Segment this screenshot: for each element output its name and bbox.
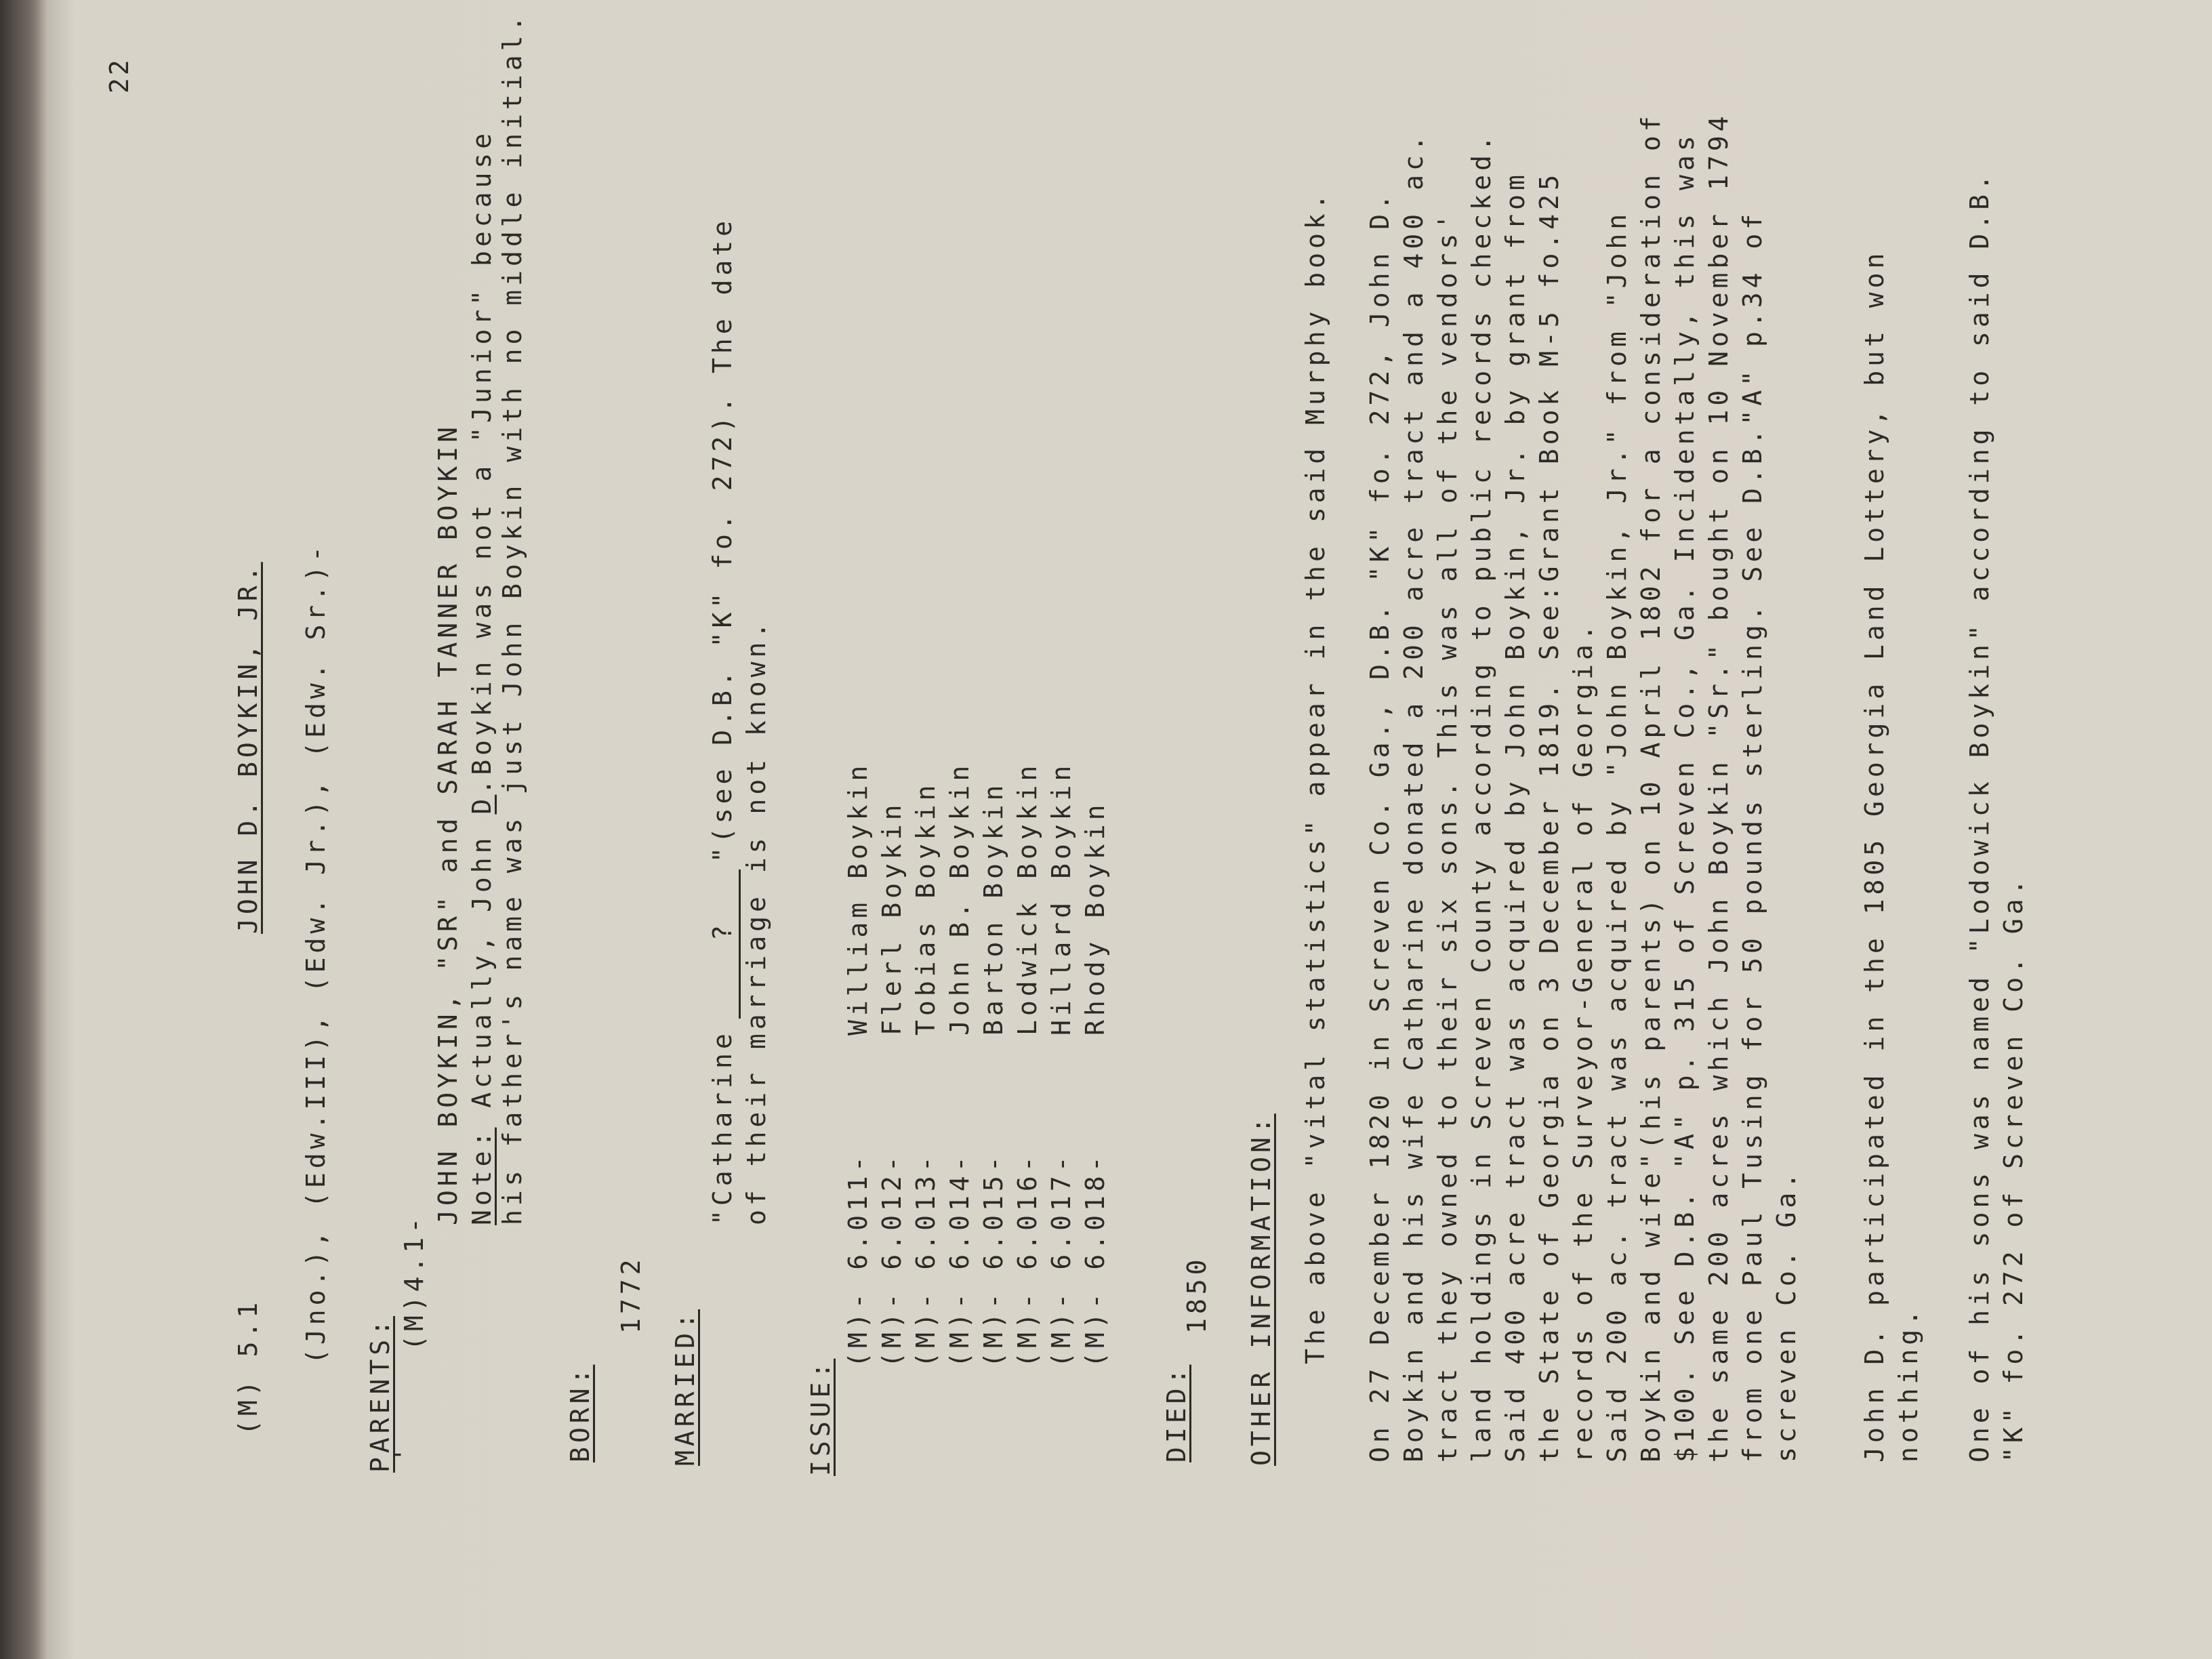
married-line2: of their marriage is not known. bbox=[741, 618, 771, 1225]
other-info-text: from one Paul Tusing for 50 pounds sterling. See D.B."A" p.34 of bbox=[1738, 209, 1767, 1462]
note-text-2: .Boykin was not a "Junior" because bbox=[467, 129, 497, 795]
issue-label: ISSUE: bbox=[806, 1358, 836, 1476]
other-info-text: the State of Georgia on 3 December 1819. See:Grant Book M-5 fo.425 bbox=[1534, 171, 1564, 1462]
other-info-text: tract they owned to their six sons. This was all of the vendors' bbox=[1433, 209, 1462, 1462]
other-info-text: records of the Surveyor-General of Georgia. bbox=[1568, 621, 1598, 1462]
parents-note-line2: his father's name was just John Boykin with no middle initial. bbox=[497, 12, 527, 1225]
died-label: DIED: bbox=[1162, 1364, 1191, 1462]
born-value: 1772 bbox=[616, 1255, 646, 1334]
issue-ref: (M)- 6.016- bbox=[1012, 1152, 1042, 1368]
born-label: BORN: bbox=[565, 1364, 595, 1462]
issue-ref: (M)- 6.018- bbox=[1080, 1152, 1110, 1368]
issue-name: Barton Boykin bbox=[979, 781, 1008, 1036]
issue-ref: (M)- 6.013- bbox=[911, 1152, 941, 1368]
other-info-text: screven Co. Ga. bbox=[1771, 1168, 1801, 1462]
note-label: Note: bbox=[467, 1127, 497, 1225]
issue-name: Hillard Boykin bbox=[1046, 761, 1076, 1036]
issue-ref: (M)- 6.014- bbox=[945, 1152, 975, 1368]
issue-name: Lodwick Boykin bbox=[1012, 761, 1042, 1036]
married-blank-mark: ? bbox=[708, 921, 737, 941]
entry-code: (M) 5.1 bbox=[233, 1298, 263, 1435]
issue-ref: (M)- 6.012- bbox=[877, 1152, 907, 1368]
other-info-text: Said 200 ac. tract was acquired by "John Boykin, Jr." from "John bbox=[1602, 209, 1632, 1462]
other-info-text: Boykin and his wife Catharine donated a 200 acre tract and a 400 ac. bbox=[1399, 131, 1429, 1462]
issue-ref: (M)- 6.015- bbox=[979, 1152, 1008, 1368]
parents-label: PARENTS: bbox=[365, 1315, 395, 1473]
other-info-text: John D. participated in the 1805 Georgia Land Lottery, but won bbox=[1860, 249, 1889, 1462]
other-info-text: Said 400 acre tract was acquired by John Boykin, Jr. by grant from bbox=[1500, 171, 1530, 1462]
married-label: MARRIED: bbox=[670, 1309, 700, 1466]
other-info-text: The above "vital statistics" appear in the said Murphy book. bbox=[1300, 190, 1330, 1364]
note-initial: D bbox=[467, 794, 497, 815]
other-info-text: the same 200 acres which John Boykin "Sr." bought on 10 November 1794 bbox=[1704, 112, 1734, 1462]
other-info-text: "K" fo. 272 of Screven Co. Ga. bbox=[1999, 875, 2028, 1462]
page-title: JOHN D. BOYKIN, JR. bbox=[233, 562, 263, 934]
issue-ref: (M)- 6.017- bbox=[1046, 1152, 1076, 1368]
other-info-text: Boykin and wife"(his parents) on 10 April 1802 for a consideration of bbox=[1636, 112, 1666, 1462]
lineage-line: (Jno.), (Edw.III), (Edw. Jr.), (Edw. Sr.)- bbox=[301, 542, 331, 1364]
married-line1-end: "(see D.B. "K" fo. 272). The date bbox=[708, 217, 737, 863]
other-info-text: land holdings in Screven County according to public records checked. bbox=[1467, 131, 1496, 1462]
issue-name: Tobias Boykin bbox=[911, 781, 941, 1036]
parents-names: JOHN BOYKIN, "SR" and SARAH TANNER BOYKIN bbox=[433, 423, 463, 1225]
other-info-text: On 27 December 1820 in Screven Co. Ga., D.B. "K" fo. 272, John D. bbox=[1365, 190, 1395, 1462]
other-info-text: nothing. bbox=[1893, 1305, 1923, 1462]
page-number: 22 bbox=[104, 57, 134, 94]
other-info-label: OTHER INFORMATION: bbox=[1246, 1113, 1276, 1466]
issue-name: William Boykin bbox=[843, 761, 873, 1036]
parents-tick: ' bbox=[389, 1443, 419, 1462]
married-line1-start: "Catharine bbox=[708, 1029, 737, 1225]
issue-name: Flerl Boykin bbox=[877, 800, 907, 1036]
note-text-1: Actually, John bbox=[467, 814, 497, 1128]
issue-name: Rhody Boykin bbox=[1080, 800, 1110, 1036]
died-value: 1850 bbox=[1182, 1255, 1212, 1334]
other-info-text: $100. See D.B. "A" p. 315 of Screven Co., Ga. Incidentally, this was bbox=[1670, 131, 1700, 1462]
other-info-text: One of his sons was named "Lodowick Boykin" according to said D.B. bbox=[1965, 171, 1994, 1462]
parents-ref: (M)4.1- bbox=[399, 1213, 429, 1351]
issue-ref: (M)- 6.011- bbox=[843, 1152, 873, 1368]
issue-name: John B. Boykin bbox=[945, 761, 975, 1036]
